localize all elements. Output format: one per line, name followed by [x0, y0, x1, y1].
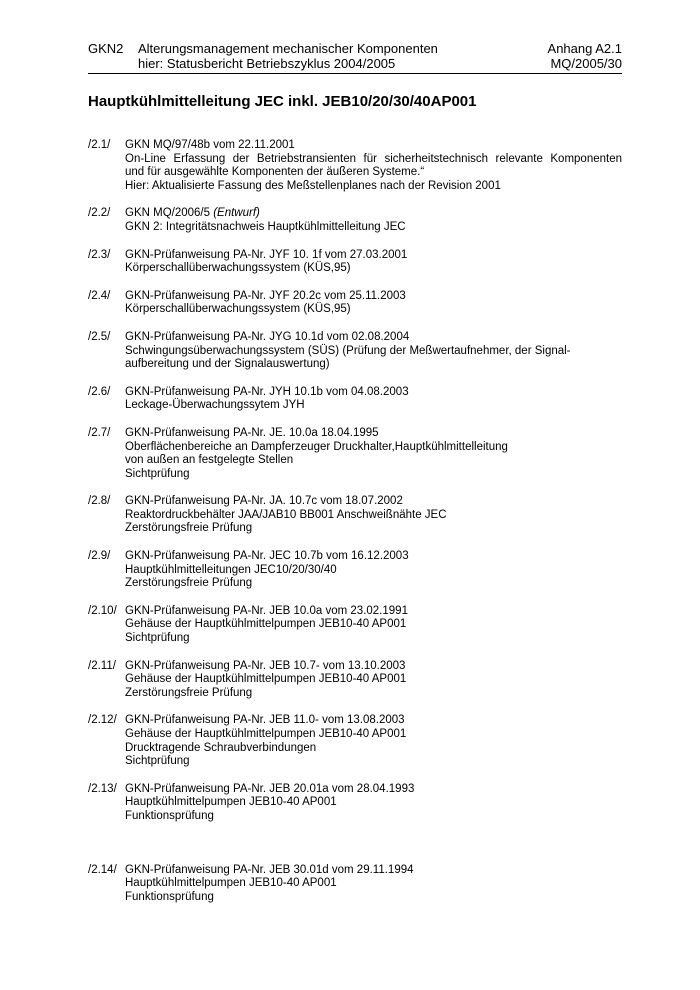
- reference-line: Zerstörungsfreie Prüfung: [125, 522, 253, 535]
- reference-line: Hier: Aktualisierte Fassung des Meßstellenplanes nach der Revision 2001: [125, 179, 501, 192]
- reference-line: Oberflächenbereiche an Dampferzeuger Druckhalter,Hauptkühlmittelleitung: [125, 440, 508, 453]
- reference-body: [125, 331, 622, 372]
- header-annex: [548, 41, 622, 71]
- reference-line: aufbereitung und der Signalauswertung): [125, 358, 330, 371]
- reference-line: Sichtprüfung: [125, 755, 190, 768]
- reference-line: Schwingungsüberwachungssystem (SÜS) (Prüfung der Meßwertaufnehmer, der Signal-: [125, 344, 571, 357]
- header-subject: [138, 41, 438, 71]
- reference-item: [88, 495, 622, 536]
- header-plant-label: GKN2: [88, 41, 124, 56]
- reference-line: GKN-Prüfanweisung PA-Nr. JEB 10.7- vom 13.10.2003: [125, 659, 406, 672]
- reference-item: [88, 386, 622, 413]
- header-plant: [88, 41, 132, 56]
- reference-item: [88, 290, 622, 317]
- reference-line: GKN-Prüfanweisung PA-Nr. JEC 10.7b vom 16.12.2003: [125, 550, 409, 563]
- reference-line: Funktionsprüfung: [125, 890, 214, 903]
- reference-body: [125, 495, 622, 536]
- reference-number: /2.6/: [88, 385, 111, 398]
- reference-body: [125, 249, 622, 276]
- reference-line: Gehäuse der Hauptkühlmittelpumpen JEB10-40 AP001: [125, 618, 407, 631]
- reference-line: GKN-Prüfanweisung PA-Nr. JEB 20.01a vom 28.04.1993: [125, 782, 415, 795]
- reference-number: /2.4/: [88, 289, 111, 302]
- reference-line: GKN MQ/97/48b vom 22.11.2001: [125, 139, 295, 151]
- reference-line: GKN-Prüfanweisung PA-Nr. JE. 10.0a 18.04.1995: [125, 426, 379, 439]
- page-title: Hauptkühlmittelleitung JEC inkl. JEB10/20/30/40AP001: [88, 93, 477, 110]
- reference-line: GKN-Prüfanweisung PA-Nr. JEB 30.01d vom 29.11.1994: [125, 863, 414, 876]
- reference-number: /2.9/: [88, 550, 111, 563]
- reference-body: [125, 783, 622, 824]
- reference-line: und für ausgewählte Komponenten der äußeren Systeme.“: [125, 166, 425, 179]
- reference-line: Hauptkühlmittelpumpen JEB10-40 AP001: [125, 796, 337, 809]
- reference-line: GKN-Prüfanweisung PA-Nr. JEB 10.0a vom 23.02.1991: [125, 604, 408, 617]
- draft-note: (Entwurf): [213, 207, 260, 220]
- header-annex-line2: MQ/2005/30: [550, 56, 622, 71]
- reference-number: /2.13/: [88, 782, 117, 795]
- reference-body: [125, 386, 622, 413]
- reference-line: Zerstörungsfreie Prüfung: [125, 686, 253, 699]
- reference-item: [88, 331, 622, 372]
- reference-item: [88, 605, 622, 646]
- reference-item: [88, 207, 622, 234]
- reference-list: [88, 139, 622, 904]
- reference-line: Reaktordruckbehälter JAA/JAB10 BB001 Anschweißnähte JEC: [125, 508, 447, 521]
- reference-line: GKN 2: Integritätsnachweis Hauptkühlmittelleitung JEC: [125, 220, 406, 233]
- reference-item: [88, 783, 622, 824]
- reference-number: /2.14/: [88, 863, 117, 876]
- reference-line: [125, 207, 622, 221]
- reference-line: Gehäuse der Hauptkühlmittelpumpen JEB10-40 AP001: [125, 673, 407, 686]
- reference-item: [88, 714, 622, 768]
- page-header: [88, 41, 622, 74]
- reference-number: /2.2/: [88, 207, 111, 220]
- reference-line: Sichtprüfung: [125, 467, 190, 480]
- reference-body: [125, 550, 622, 591]
- reference-number: /2.8/: [88, 495, 111, 508]
- reference-body: [125, 207, 622, 234]
- reference-item: [88, 864, 622, 905]
- reference-line: Leckage-Überwachungssytem JYH: [125, 399, 305, 412]
- reference-body: [125, 290, 622, 317]
- reference-doc-id: GKN MQ/2006/5: [125, 207, 211, 220]
- reference-line: Körperschallüberwachungssystem (KÜS,95): [125, 303, 351, 316]
- reference-body: [125, 139, 622, 193]
- reference-line: Gehäuse der Hauptkühlmittelpumpen JEB10-40 AP001: [125, 728, 407, 740]
- reference-line: GKN-Prüfanweisung PA-Nr. JYF 20.2c vom 25.11.2003: [125, 289, 406, 302]
- reference-number: /2.3/: [88, 248, 111, 261]
- reference-line: Funktionsprüfung: [125, 809, 214, 822]
- header-annex-line1: Anhang A2.1: [547, 41, 622, 56]
- reference-body: [125, 427, 622, 481]
- reference-line: GKN-Prüfanweisung PA-Nr. JYG 10.1d vom 02.08.2004: [125, 330, 410, 343]
- reference-line: von außen an festgelegte Stellen: [125, 454, 294, 467]
- reference-number: /2.11/: [88, 659, 116, 672]
- reference-item: [88, 249, 622, 276]
- reference-line: GKN-Prüfanweisung PA-Nr. JYH 10.1b vom 04.08.2003: [125, 385, 409, 398]
- reference-line: On-Line Erfassung der Betriebstransienten für sicherheitstechnisch relevante Komponenten: [125, 152, 622, 165]
- reference-line: GKN-Prüfanweisung PA-Nr. JEB 11.0- vom 13.08.2003: [125, 714, 405, 727]
- reference-line: Zerstörungsfreie Prüfung: [125, 577, 253, 590]
- reference-body: [125, 714, 622, 768]
- reference-line: Hauptkühlmittelleitungen JEC10/20/30/40: [125, 563, 337, 576]
- reference-line: Körperschallüberwachungssystem (KÜS,95): [125, 262, 351, 275]
- reference-line: Hauptkühlmittelpumpen JEB10-40 AP001: [125, 877, 337, 890]
- reference-line: GKN-Prüfanweisung PA-Nr. JYF 10. 1f vom 27.03.2001: [125, 248, 408, 261]
- reference-line: Drucktragende Schraubverbindungen: [125, 741, 317, 754]
- reference-number: /2.1/: [88, 139, 111, 151]
- reference-line: Sichtprüfung: [125, 632, 190, 645]
- reference-body: [125, 660, 622, 701]
- reference-line: GKN-Prüfanweisung PA-Nr. JA. 10.7c vom 18.07.2002: [125, 495, 403, 508]
- reference-number: /2.5/: [88, 330, 111, 343]
- reference-number: /2.10/: [88, 604, 117, 617]
- reference-item: [88, 139, 622, 193]
- reference-item: [88, 427, 622, 481]
- reference-item: [88, 550, 622, 591]
- reference-body: [125, 864, 622, 905]
- reference-item: [88, 660, 622, 701]
- reference-number: /2.7/: [88, 426, 111, 439]
- header-subject-line1: Alterungsmanagement mechanischer Komponenten: [138, 41, 438, 56]
- header-subject-line2: hier: Statusbericht Betriebszyklus 2004/2005: [138, 56, 396, 71]
- reference-body: [125, 605, 622, 646]
- reference-number: /2.12/: [88, 714, 117, 727]
